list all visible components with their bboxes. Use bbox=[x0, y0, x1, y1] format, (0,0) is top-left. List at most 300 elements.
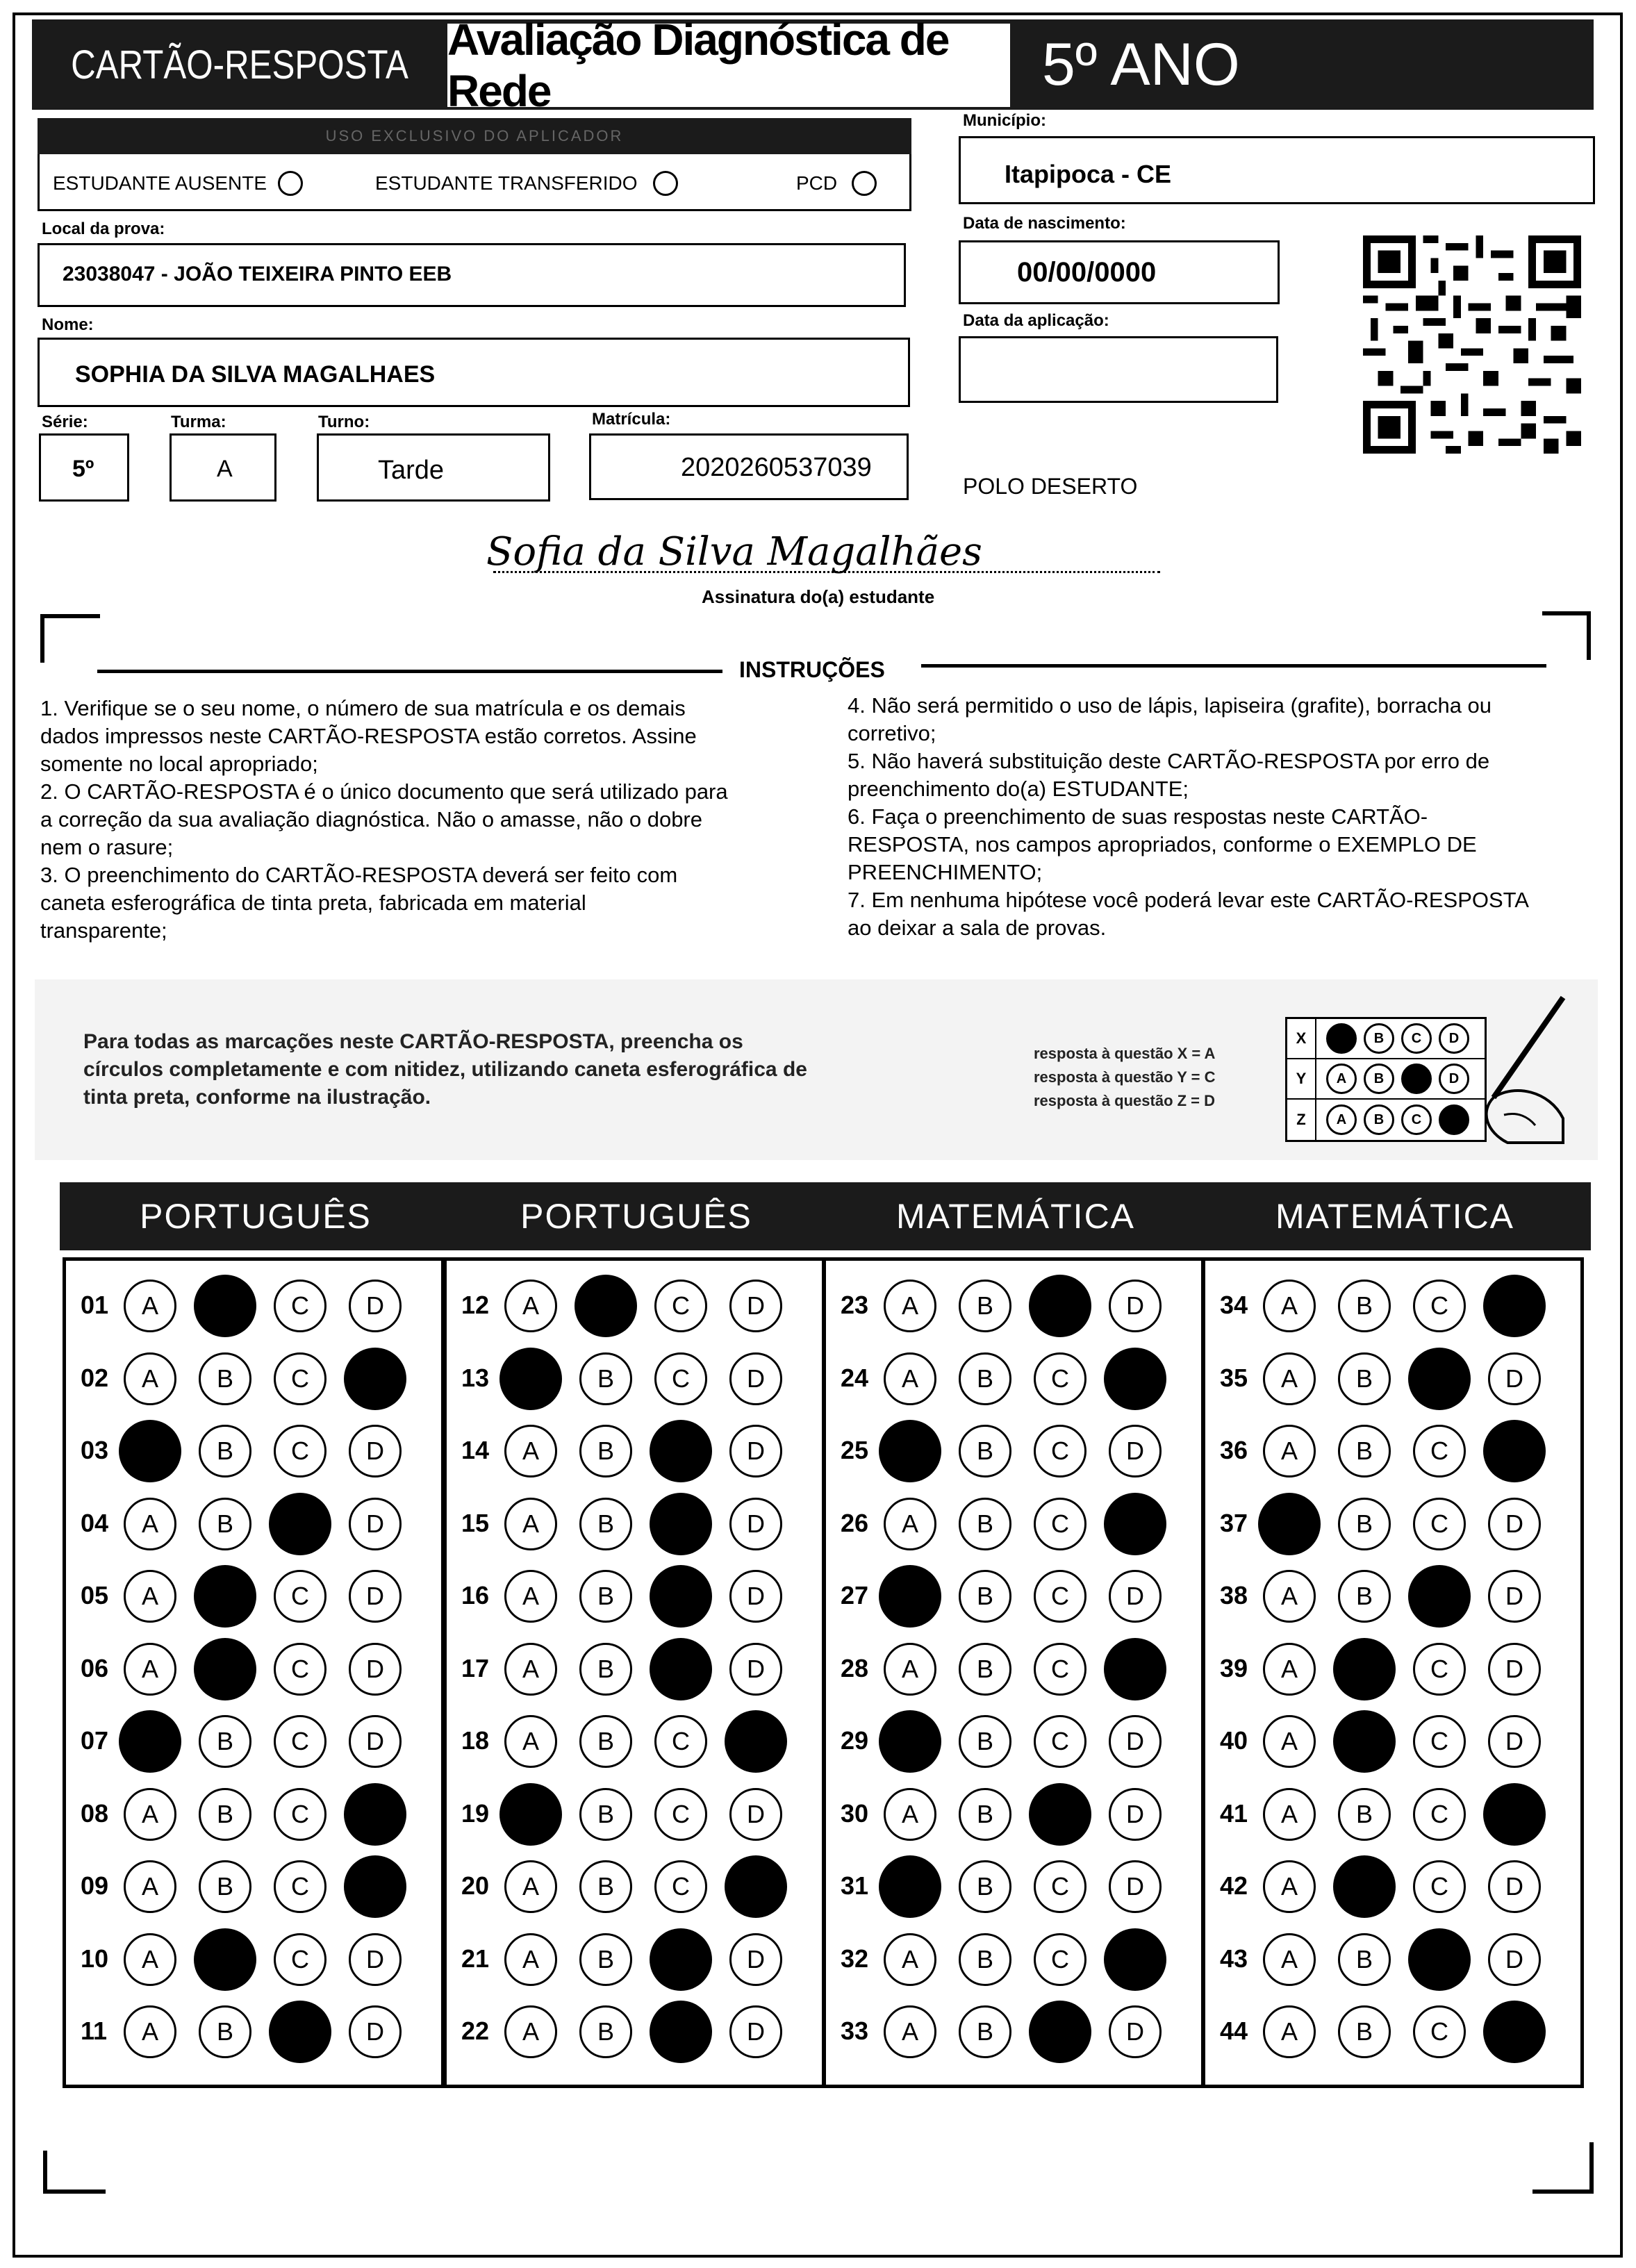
instructions-rule-left bbox=[97, 670, 722, 673]
instruction-line: 2. O CARTÃO-RESPOSTA é o único documento que será utilizado para bbox=[40, 779, 728, 804]
answer-bubble-d[interactable] bbox=[344, 1855, 406, 1918]
answer-bubble-d[interactable]: D bbox=[729, 1280, 782, 1332]
answer-bubble-a[interactable]: A bbox=[504, 1280, 557, 1332]
question-number: 32 bbox=[841, 1944, 869, 1973]
example-text-line: tinta preta, conforme na ilustração. bbox=[83, 1086, 431, 1109]
answer-bubble-d[interactable]: D bbox=[1488, 1570, 1541, 1623]
answer-bubble-b[interactable] bbox=[1333, 1855, 1396, 1918]
answer-bubble-b[interactable] bbox=[1333, 1710, 1396, 1773]
answer-bubble-a[interactable] bbox=[119, 1420, 181, 1482]
answer-bubble-c[interactable]: C bbox=[274, 1280, 327, 1332]
answer-bubble-c[interactable] bbox=[1408, 1348, 1471, 1410]
answer-bubble-a[interactable]: A bbox=[1263, 1788, 1316, 1841]
answer-bubble-d[interactable]: D bbox=[1109, 1570, 1162, 1623]
question-number: 27 bbox=[841, 1581, 869, 1609]
answer-bubble-b[interactable]: B bbox=[1338, 1570, 1391, 1623]
question-number: 25 bbox=[841, 1436, 869, 1464]
answer-bubble-a[interactable]: A bbox=[504, 2005, 557, 2058]
example-row bbox=[1287, 1059, 1485, 1100]
turma-value: A bbox=[217, 456, 233, 482]
answer-bubble-d[interactable]: D bbox=[729, 1352, 782, 1405]
answer-bubble-d[interactable] bbox=[1104, 1493, 1166, 1555]
question-number: 36 bbox=[1220, 1436, 1248, 1464]
answer-bubble-b[interactable]: B bbox=[959, 1425, 1011, 1477]
answer-bubble-b[interactable]: B bbox=[1338, 1352, 1391, 1405]
answer-bubble-c[interactable]: C bbox=[274, 1352, 327, 1405]
answer-bubble-a[interactable]: A bbox=[504, 1498, 557, 1550]
answer-bubble-d[interactable]: D bbox=[349, 1498, 402, 1550]
answer-bubble-d[interactable]: D bbox=[349, 1570, 402, 1623]
answer-bubble-c[interactable]: C bbox=[1034, 1498, 1086, 1550]
example-row-label: Y bbox=[1287, 1059, 1316, 1099]
answer-bubble-b[interactable]: B bbox=[199, 1352, 251, 1405]
example-bubble: B bbox=[1364, 1023, 1394, 1054]
answer-bubble-a[interactable]: A bbox=[884, 1643, 936, 1696]
answer-bubble-b[interactable]: B bbox=[579, 1570, 632, 1623]
question-number: 08 bbox=[81, 1798, 109, 1828]
instruction-line: 4. Não será permitido o uso de lápis, lapiseira (grafite), borracha ou bbox=[848, 693, 1492, 718]
answer-bubble-a[interactable]: A bbox=[884, 1788, 936, 1841]
answer-bubble-d[interactable]: D bbox=[729, 1425, 782, 1477]
answer-bubble-d[interactable] bbox=[344, 1783, 406, 1846]
answer-bubble-c[interactable]: C bbox=[1034, 1570, 1086, 1623]
question-number: 29 bbox=[841, 1726, 869, 1755]
answer-bubble-d[interactable] bbox=[1483, 1275, 1546, 1337]
turma-label: Turma: bbox=[171, 413, 226, 431]
instruction-line: RESPOSTA, nos campos apropriados, conforme o EXEMPLO DE bbox=[848, 832, 1477, 856]
answer-bubble-c[interactable] bbox=[650, 1928, 712, 1991]
header-grade-title: 5º ANO bbox=[1042, 31, 1240, 98]
example-legend-line: resposta à questão X = A bbox=[1034, 1045, 1216, 1062]
question-number: 31 bbox=[841, 1871, 869, 1900]
example-bubble bbox=[1439, 1104, 1469, 1135]
answer-bubble-a[interactable]: A bbox=[884, 1498, 936, 1550]
answer-bubble-d[interactable]: D bbox=[349, 1933, 402, 1986]
answer-bubble-c[interactable]: C bbox=[274, 1643, 327, 1696]
turno-label: Turno: bbox=[318, 413, 370, 431]
option-pcd-circle[interactable] bbox=[852, 171, 877, 196]
answer-bubble-d[interactable]: D bbox=[1109, 2005, 1162, 2058]
answer-bubble-c[interactable]: C bbox=[1413, 1715, 1466, 1768]
section-header: PORTUGUÊS bbox=[440, 1182, 832, 1250]
answer-bubble-a[interactable]: A bbox=[504, 1643, 557, 1696]
question-number: 40 bbox=[1220, 1726, 1248, 1755]
signature-handwriting: Sofia da Silva Magalhães bbox=[486, 529, 982, 574]
answer-bubble-d[interactable]: D bbox=[1109, 1788, 1162, 1841]
option-transferido-label: ESTUDANTE TRANSFERIDO bbox=[375, 172, 638, 194]
answer-bubble-c[interactable]: C bbox=[1413, 2005, 1466, 2058]
instruction-line: caneta esferográfica de tinta preta, fabricada em material bbox=[40, 891, 586, 915]
question-number: 39 bbox=[1220, 1653, 1248, 1682]
answer-bubble-a[interactable]: A bbox=[1263, 1425, 1316, 1477]
instruction-line: somente no local apropriado; bbox=[40, 752, 318, 776]
instruction-line: PREENCHIMENTO; bbox=[848, 860, 1043, 884]
answer-bubble-c[interactable]: C bbox=[274, 1425, 327, 1477]
instructions-title: INSTRUÇÕES bbox=[739, 657, 885, 682]
answer-bubble-b[interactable]: B bbox=[959, 1498, 1011, 1550]
example-legend bbox=[1034, 1042, 1215, 1113]
answer-bubble-d[interactable] bbox=[725, 1710, 787, 1773]
answer-bubble-d[interactable]: D bbox=[1488, 1498, 1541, 1550]
answer-bubble-b[interactable]: B bbox=[579, 1788, 632, 1841]
uso-exclusivo-bar: USO EXCLUSIVO DO APLICADOR bbox=[38, 118, 911, 154]
nome-label: Nome: bbox=[42, 315, 94, 334]
matricula-value: 2020260537039 bbox=[681, 453, 872, 482]
municipio-label: Município: bbox=[963, 111, 1046, 130]
example-bubble: A bbox=[1326, 1063, 1357, 1094]
example-text bbox=[83, 1028, 807, 1111]
question-number: 42 bbox=[1220, 1871, 1248, 1900]
answer-bubble-a[interactable] bbox=[499, 1783, 562, 1846]
answer-bubble-d[interactable] bbox=[1483, 2001, 1546, 2063]
answer-bubble-c[interactable] bbox=[1029, 1275, 1091, 1337]
answer-bubble-b[interactable]: B bbox=[1338, 1788, 1391, 1841]
example-grid bbox=[1285, 1017, 1487, 1142]
answer-bubble-a[interactable]: A bbox=[1263, 1643, 1316, 1696]
answer-bubble-a[interactable]: A bbox=[124, 1280, 176, 1332]
answer-bubble-a[interactable]: A bbox=[1263, 1570, 1316, 1623]
answer-bubble-b[interactable] bbox=[1333, 1638, 1396, 1700]
answer-bubble-b[interactable]: B bbox=[1338, 1425, 1391, 1477]
question-number: 13 bbox=[461, 1363, 490, 1392]
answer-bubble-b[interactable]: B bbox=[959, 1570, 1011, 1623]
answer-bubble-a[interactable]: A bbox=[884, 2005, 936, 2058]
answer-bubble-c[interactable] bbox=[269, 1493, 331, 1555]
question-number: 09 bbox=[81, 1871, 109, 1900]
question-number: 12 bbox=[461, 1291, 490, 1319]
answer-bubble-c[interactable]: C bbox=[1413, 1643, 1466, 1696]
answer-bubble-c[interactable]: C bbox=[1413, 1280, 1466, 1332]
instruction-line: transparente; bbox=[40, 918, 167, 943]
answer-bubble-b[interactable]: B bbox=[579, 1498, 632, 1550]
answer-bubble-b[interactable]: B bbox=[959, 1933, 1011, 1986]
turno-value: Tarde bbox=[378, 456, 445, 485]
answer-bubble-d[interactable]: D bbox=[729, 2005, 782, 2058]
instruction-line: 3. O preenchimento do CARTÃO-RESPOSTA deverá ser feito com bbox=[40, 863, 678, 887]
answer-bubble-d[interactable]: D bbox=[729, 1933, 782, 1986]
answer-bubble-c[interactable]: C bbox=[654, 1715, 707, 1768]
answer-bubble-a[interactable]: A bbox=[1263, 1933, 1316, 1986]
answer-bubble-c[interactable]: C bbox=[654, 1280, 707, 1332]
question-number: 28 bbox=[841, 1653, 869, 1682]
section-header: PORTUGUÊS bbox=[60, 1182, 452, 1250]
answer-bubble-d[interactable] bbox=[1104, 1638, 1166, 1700]
answer-bubble-c[interactable]: C bbox=[1034, 1715, 1086, 1768]
answer-bubble-c[interactable]: C bbox=[654, 1352, 707, 1405]
answer-bubble-b[interactable]: B bbox=[199, 1788, 251, 1841]
answer-bubble-d[interactable] bbox=[1483, 1420, 1546, 1482]
instruction-line: 6. Faça o preenchimento de suas respostas neste CARTÃO- bbox=[848, 804, 1428, 829]
answer-bubble-a[interactable] bbox=[879, 1710, 941, 1773]
nome-value: SOPHIA DA SILVA MAGALHAES bbox=[75, 361, 436, 388]
instruction-line: 5. Não haverá substituição deste CARTÃO-RESPOSTA por erro de bbox=[848, 749, 1490, 773]
answer-bubble-b[interactable] bbox=[194, 1275, 256, 1337]
option-pcd-label: PCD bbox=[796, 172, 838, 194]
answer-bubble-d[interactable]: D bbox=[349, 1425, 402, 1477]
answer-bubble-d[interactable]: D bbox=[1109, 1425, 1162, 1477]
answer-bubble-c[interactable]: C bbox=[1413, 1788, 1466, 1841]
answer-bubble-a[interactable]: A bbox=[1263, 2005, 1316, 2058]
question-number: 35 bbox=[1220, 1363, 1248, 1392]
answer-bubble-d[interactable]: D bbox=[1109, 1860, 1162, 1913]
answer-bubble-c[interactable] bbox=[650, 1493, 712, 1555]
instruction-line: dados impressos neste CARTÃO-RESPOSTA estão corretos. Assine bbox=[40, 724, 697, 748]
answer-bubble-d[interactable] bbox=[1104, 1928, 1166, 1991]
answer-bubble-a[interactable]: A bbox=[124, 1860, 176, 1913]
answer-bubble-b[interactable]: B bbox=[579, 1352, 632, 1405]
question-number: 41 bbox=[1220, 1798, 1248, 1828]
answer-bubble-d[interactable] bbox=[1483, 1783, 1546, 1846]
example-row bbox=[1287, 1019, 1485, 1059]
question-number: 30 bbox=[841, 1798, 869, 1828]
question-number: 18 bbox=[461, 1726, 490, 1755]
question-number: 21 bbox=[461, 1944, 490, 1973]
answer-bubble-d[interactable] bbox=[344, 1348, 406, 1410]
question-number: 01 bbox=[81, 1291, 109, 1319]
question-number: 14 bbox=[461, 1436, 490, 1464]
question-number: 24 bbox=[841, 1363, 869, 1392]
answer-bubble-c[interactable] bbox=[1408, 1565, 1471, 1628]
answer-bubble-c[interactable]: C bbox=[654, 1788, 707, 1841]
instruction-line: preenchimento do(a) ESTUDANTE; bbox=[848, 777, 1189, 801]
question-number: 34 bbox=[1220, 1291, 1248, 1319]
answer-bubble-c[interactable]: C bbox=[1034, 1643, 1086, 1696]
answer-bubble-a[interactable]: A bbox=[1263, 1860, 1316, 1913]
answer-bubble-d[interactable]: D bbox=[1488, 1352, 1541, 1405]
answer-bubble-a[interactable] bbox=[879, 1855, 941, 1918]
answer-bubble-b[interactable]: B bbox=[959, 1643, 1011, 1696]
answer-bubble-b[interactable]: B bbox=[199, 2005, 251, 2058]
answer-bubble-d[interactable]: D bbox=[1488, 1933, 1541, 1986]
example-bubble: B bbox=[1364, 1063, 1394, 1094]
question-number: 17 bbox=[461, 1653, 490, 1682]
answer-bubble-d[interactable]: D bbox=[349, 1280, 402, 1332]
answer-bubble-d[interactable]: D bbox=[1109, 1715, 1162, 1768]
question-number: 03 bbox=[81, 1436, 109, 1464]
instruction-line: 1. Verifique se o seu nome, o número de sua matrícula e os demais bbox=[40, 696, 686, 720]
answer-bubble-b[interactable] bbox=[194, 1928, 256, 1991]
aplicacao-box[interactable] bbox=[959, 336, 1278, 403]
example-legend-line: resposta à questão Z = D bbox=[1034, 1092, 1216, 1109]
answer-bubble-a[interactable]: A bbox=[884, 1352, 936, 1405]
answer-bubble-d[interactable]: D bbox=[1488, 1860, 1541, 1913]
answer-bubble-a[interactable]: A bbox=[884, 1280, 936, 1332]
answer-bubble-c[interactable] bbox=[650, 1420, 712, 1482]
example-bubble: D bbox=[1439, 1023, 1469, 1054]
example-row bbox=[1287, 1100, 1485, 1140]
answer-bubble-a[interactable]: A bbox=[124, 1352, 176, 1405]
question-number: 20 bbox=[461, 1871, 490, 1900]
answer-bubble-b[interactable]: B bbox=[199, 1425, 251, 1477]
answer-bubble-b[interactable]: B bbox=[959, 2005, 1011, 2058]
answer-bubble-c[interactable] bbox=[650, 1638, 712, 1700]
question-number: 02 bbox=[81, 1363, 109, 1392]
answer-bubble-c[interactable] bbox=[650, 2001, 712, 2063]
answer-bubble-b[interactable]: B bbox=[1338, 2005, 1391, 2058]
answer-bubble-c[interactable]: C bbox=[654, 1860, 707, 1913]
answer-bubble-c[interactable]: C bbox=[1034, 1933, 1086, 1986]
answer-bubble-b[interactable] bbox=[194, 1565, 256, 1628]
answer-bubble-b[interactable]: B bbox=[199, 1715, 251, 1768]
question-number: 16 bbox=[461, 1581, 490, 1609]
nascimento-value: 00/00/0000 bbox=[1017, 257, 1157, 288]
corner-top-left bbox=[40, 614, 100, 663]
answer-bubble-a[interactable]: A bbox=[124, 1570, 176, 1623]
answer-bubble-c[interactable]: C bbox=[274, 1933, 327, 1986]
question-number: 38 bbox=[1220, 1581, 1248, 1609]
answer-bubble-d[interactable]: D bbox=[1109, 1280, 1162, 1332]
answer-bubble-d[interactable]: D bbox=[1488, 1715, 1541, 1768]
answer-bubble-b[interactable]: B bbox=[579, 1860, 632, 1913]
answer-bubble-d[interactable] bbox=[725, 1855, 787, 1918]
answer-bubble-b[interactable]: B bbox=[579, 1643, 632, 1696]
answer-bubble-c[interactable]: C bbox=[1034, 1860, 1086, 1913]
option-transferido-circle[interactable] bbox=[653, 171, 678, 196]
answer-bubble-a[interactable]: A bbox=[504, 1570, 557, 1623]
answer-bubble-d[interactable]: D bbox=[729, 1643, 782, 1696]
qr-code bbox=[1363, 235, 1581, 454]
answer-bubble-b[interactable]: B bbox=[959, 1280, 1011, 1332]
answer-bubble-c[interactable]: C bbox=[1413, 1860, 1466, 1913]
example-bubble: C bbox=[1401, 1104, 1432, 1135]
question-number: 26 bbox=[841, 1508, 869, 1537]
answer-bubble-c[interactable] bbox=[269, 2001, 331, 2063]
question-number: 44 bbox=[1220, 2017, 1248, 2045]
answer-bubble-a[interactable]: A bbox=[1263, 1352, 1316, 1405]
header-middle-title: Avaliação Diagnóstica de Rede bbox=[447, 24, 1010, 107]
answer-bubble-c[interactable]: C bbox=[1413, 1425, 1466, 1477]
answer-bubble-b[interactable] bbox=[194, 1638, 256, 1700]
question-number: 11 bbox=[81, 2017, 108, 2045]
answer-bubble-d[interactable]: D bbox=[729, 1570, 782, 1623]
question-number: 06 bbox=[81, 1653, 109, 1682]
answer-bubble-c[interactable]: C bbox=[1413, 1498, 1466, 1550]
answer-bubble-a[interactable]: A bbox=[1263, 1280, 1316, 1332]
corner-bottom-left bbox=[43, 2151, 106, 2194]
answer-bubble-d[interactable]: D bbox=[1488, 1643, 1541, 1696]
aplicacao-label: Data da aplicação: bbox=[963, 311, 1109, 330]
answer-bubble-c[interactable] bbox=[1408, 1928, 1471, 1991]
answer-bubble-c[interactable] bbox=[1029, 2001, 1091, 2063]
answer-bubble-b[interactable]: B bbox=[579, 1933, 632, 1986]
answer-bubble-d[interactable]: D bbox=[729, 1498, 782, 1550]
answer-bubble-a[interactable]: A bbox=[124, 2005, 176, 2058]
serie-label: Série: bbox=[42, 413, 88, 431]
answer-bubble-a[interactable]: A bbox=[124, 1788, 176, 1841]
example-row-label: X bbox=[1287, 1018, 1316, 1059]
answer-bubble-a[interactable]: A bbox=[504, 1715, 557, 1768]
answer-bubble-c[interactable] bbox=[1029, 1783, 1091, 1846]
answer-bubble-a[interactable] bbox=[119, 1710, 181, 1773]
answer-bubble-b[interactable] bbox=[575, 1275, 637, 1337]
local-label: Local da prova: bbox=[42, 220, 165, 238]
answer-bubble-d[interactable]: D bbox=[349, 2005, 402, 2058]
instruction-line: ao deixar a sala de provas. bbox=[848, 916, 1107, 940]
answer-bubble-c[interactable] bbox=[650, 1565, 712, 1628]
local-value: 23038047 - JOÃO TEIXEIRA PINTO EEB bbox=[63, 263, 452, 285]
instructions-left bbox=[40, 695, 784, 945]
answer-bubble-b[interactable]: B bbox=[579, 1715, 632, 1768]
answer-bubble-a[interactable]: A bbox=[504, 1933, 557, 1986]
question-number: 15 bbox=[461, 1508, 490, 1537]
answer-bubble-c[interactable]: C bbox=[274, 1570, 327, 1623]
example-bubble: A bbox=[1326, 1104, 1357, 1135]
answer-bubble-b[interactable]: B bbox=[959, 1715, 1011, 1768]
option-ausente-circle[interactable] bbox=[278, 171, 303, 196]
corner-bottom-right bbox=[1532, 2142, 1594, 2194]
serie-value: 5º bbox=[72, 456, 94, 482]
example-row-label: Z bbox=[1287, 1100, 1316, 1140]
answer-bubble-b[interactable]: B bbox=[959, 1788, 1011, 1841]
answer-bubble-c[interactable]: C bbox=[274, 1788, 327, 1841]
example-bubble: D bbox=[1439, 1063, 1469, 1094]
answer-bubble-a[interactable]: A bbox=[504, 1425, 557, 1477]
answer-bubble-b[interactable]: B bbox=[199, 1860, 251, 1913]
matricula-label: Matrícula: bbox=[592, 410, 671, 429]
answer-bubble-a[interactable] bbox=[1258, 1493, 1321, 1555]
polo-text: POLO DESERTO bbox=[963, 474, 1138, 499]
answer-bubble-a[interactable] bbox=[879, 1420, 941, 1482]
example-text-line: Para todas as marcações neste CARTÃO-RESPOSTA, preencha os bbox=[83, 1030, 743, 1053]
answer-bubble-b[interactable]: B bbox=[579, 2005, 632, 2058]
instruction-line: nem o rasure; bbox=[40, 835, 174, 859]
answer-bubble-a[interactable]: A bbox=[124, 1643, 176, 1696]
answer-bubble-d[interactable]: D bbox=[349, 1643, 402, 1696]
answer-bubble-c[interactable]: C bbox=[1034, 1352, 1086, 1405]
answer-bubble-a[interactable]: A bbox=[124, 1933, 176, 1986]
answer-bubble-d[interactable] bbox=[1104, 1348, 1166, 1410]
instruction-line: a correção da sua avaliação diagnóstica. Não o amasse, não o dobre bbox=[40, 807, 702, 831]
answer-bubble-b[interactable]: B bbox=[959, 1352, 1011, 1405]
answer-bubble-a[interactable]: A bbox=[884, 1933, 936, 1986]
answer-bubble-b[interactable]: B bbox=[579, 1425, 632, 1477]
answer-bubble-b[interactable]: B bbox=[1338, 1498, 1391, 1550]
instruction-line: 7. Em nenhuma hipótese você poderá levar este CARTÃO-RESPOSTA bbox=[848, 888, 1529, 912]
answer-bubble-a[interactable]: A bbox=[504, 1860, 557, 1913]
answer-bubble-c[interactable]: C bbox=[274, 1715, 327, 1768]
answer-bubble-d[interactable]: D bbox=[729, 1788, 782, 1841]
answer-bubble-b[interactable]: B bbox=[1338, 1280, 1391, 1332]
answer-bubble-b[interactable]: B bbox=[199, 1498, 251, 1550]
answer-bubble-b[interactable]: B bbox=[1338, 1933, 1391, 1986]
nascimento-label: Data de nascimento: bbox=[963, 214, 1126, 233]
instructions-right bbox=[848, 692, 1598, 942]
question-number: 04 bbox=[81, 1508, 109, 1537]
question-number: 19 bbox=[461, 1798, 490, 1828]
answer-bubble-c[interactable]: C bbox=[274, 1860, 327, 1913]
pen-hand-icon bbox=[1466, 993, 1570, 1146]
question-number: 22 bbox=[461, 2017, 490, 2045]
example-text-line: círculos completamente e com nitidez, utilizando caneta esferográfica de bbox=[83, 1058, 807, 1081]
instruction-line: corretivo; bbox=[848, 721, 936, 745]
question-number: 43 bbox=[1220, 1944, 1248, 1973]
section-header: MATEMÁTICA bbox=[1199, 1182, 1591, 1250]
question-number: 05 bbox=[81, 1581, 109, 1609]
answer-bubble-a[interactable]: A bbox=[1263, 1715, 1316, 1768]
answer-bubble-d[interactable]: D bbox=[349, 1715, 402, 1768]
answer-bubble-c[interactable]: C bbox=[1034, 1425, 1086, 1477]
example-legend-line: resposta à questão Y = C bbox=[1034, 1068, 1216, 1086]
answer-bubble-a[interactable]: A bbox=[124, 1498, 176, 1550]
option-ausente-label: ESTUDANTE AUSENTE bbox=[53, 172, 267, 194]
answer-bubble-a[interactable] bbox=[879, 1565, 941, 1628]
example-bubble: B bbox=[1364, 1104, 1394, 1135]
instructions-rule-right bbox=[921, 664, 1546, 668]
answer-bubble-a[interactable] bbox=[499, 1348, 562, 1410]
question-number: 33 bbox=[841, 2017, 869, 2045]
answer-bubble-b[interactable]: B bbox=[959, 1860, 1011, 1913]
question-number: 07 bbox=[81, 1726, 109, 1755]
